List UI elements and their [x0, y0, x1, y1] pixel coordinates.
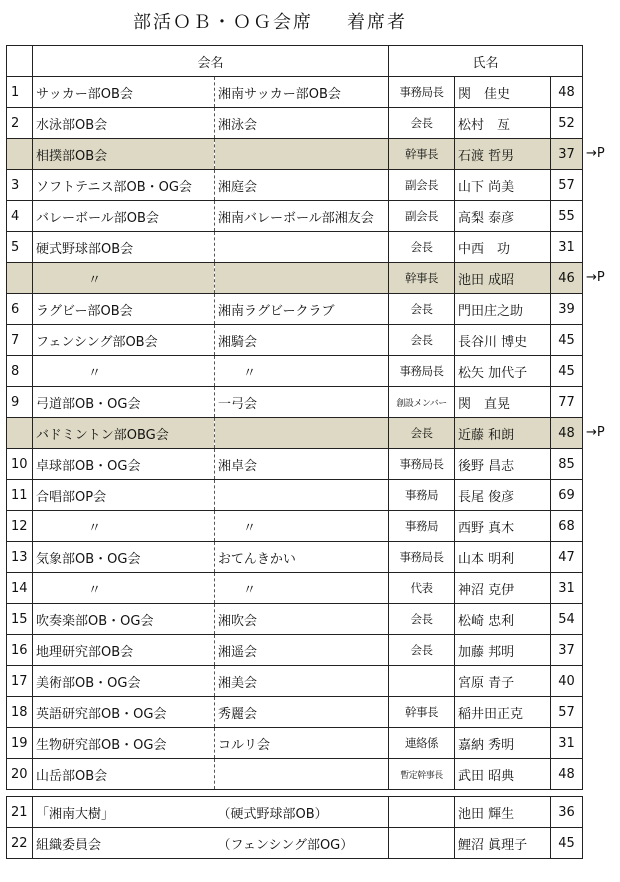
club-name: 〃: [33, 573, 215, 604]
person-name: 山本 明利: [455, 542, 551, 573]
table-row: [7, 201, 583, 232]
age: 31: [551, 728, 583, 759]
gap-cell: [7, 790, 583, 797]
table-row: [7, 356, 583, 387]
role: 会長: [389, 232, 455, 263]
row-number: 20: [7, 759, 33, 790]
header-no: [7, 46, 33, 77]
role: 会長: [389, 604, 455, 635]
club-name: 組織委員会: [33, 828, 215, 859]
role: [389, 828, 455, 859]
age: 57: [551, 697, 583, 728]
club-name: 山岳部OB会: [33, 759, 215, 790]
club-name: 〃: [33, 356, 215, 387]
role: 会長: [389, 418, 455, 449]
person-name: 神沼 克伊: [455, 573, 551, 604]
header-club: 会名: [33, 46, 389, 77]
table-row: [7, 418, 583, 449]
person-name: 加藤 邦明: [455, 635, 551, 666]
role: 暫定幹事長: [389, 759, 455, 790]
alumni-name: 湘庭会: [215, 170, 389, 201]
age: 47: [551, 542, 583, 573]
alumni-name: [215, 480, 389, 511]
person-name: 中西 功: [455, 232, 551, 263]
alumni-name: 湘南サッカー部OB会: [215, 77, 389, 108]
person-name: 嘉納 秀明: [455, 728, 551, 759]
table-row-extra: [7, 828, 583, 859]
person-name: 関 佳史: [455, 77, 551, 108]
club-name: 地理研究部OB会: [33, 635, 215, 666]
age: 36: [551, 797, 583, 828]
table-row: [7, 139, 583, 170]
role: 代表: [389, 573, 455, 604]
role: 幹事長: [389, 139, 455, 170]
row-number: [7, 418, 33, 449]
row-number: 18: [7, 697, 33, 728]
alumni-name: 湘吹会: [215, 604, 389, 635]
row-number: 10: [7, 449, 33, 480]
person-name: 池田 輝生: [455, 797, 551, 828]
row-number: [7, 139, 33, 170]
role: 事務局長: [389, 449, 455, 480]
role: 会長: [389, 294, 455, 325]
role: 副会長: [389, 201, 455, 232]
age: 48: [551, 418, 583, 449]
table-row: [7, 232, 583, 263]
row-number: 12: [7, 511, 33, 542]
table-row: [7, 387, 583, 418]
role: [389, 666, 455, 697]
person-name: 高梨 泰彦: [455, 201, 551, 232]
person-name: 後野 昌志: [455, 449, 551, 480]
role: 創設メンバー: [389, 387, 455, 418]
role: 会長: [389, 635, 455, 666]
row-number: [7, 263, 33, 294]
row-number: 16: [7, 635, 33, 666]
role: [389, 797, 455, 828]
person-name: 山下 尚美: [455, 170, 551, 201]
club-name: バドミントン部OBG会: [33, 418, 215, 449]
age: 48: [551, 759, 583, 790]
person-name: 鯉沼 眞理子: [455, 828, 551, 859]
person-name: 石渡 哲男: [455, 139, 551, 170]
age: 46: [551, 263, 583, 294]
person-name: 松崎 忠利: [455, 604, 551, 635]
table-row: [7, 666, 583, 697]
club-name: 生物研究部OB・OG会: [33, 728, 215, 759]
row-number: 2: [7, 108, 33, 139]
table-row: [7, 697, 583, 728]
alumni-name: おてんきかい: [215, 542, 389, 573]
table-row: [7, 449, 583, 480]
person-name: 西野 真木: [455, 511, 551, 542]
alumni-name: 秀麗会: [215, 697, 389, 728]
club-name: 吹奏楽部OB・OG会: [33, 604, 215, 635]
alumni-name: 〃: [215, 511, 389, 542]
club-name: ソフトテニス部OB・OG会: [33, 170, 215, 201]
row-number: 14: [7, 573, 33, 604]
club-name: 気象部OB・OG会: [33, 542, 215, 573]
table-row: [7, 604, 583, 635]
table-row: [7, 635, 583, 666]
age: 68: [551, 511, 583, 542]
alumni-name: 〃: [215, 573, 389, 604]
role: 幹事長: [389, 697, 455, 728]
person-name: 池田 成昭: [455, 263, 551, 294]
age: 69: [551, 480, 583, 511]
row-number: 11: [7, 480, 33, 511]
row-number: 22: [7, 828, 33, 859]
role: 副会長: [389, 170, 455, 201]
person-name: 門田庄之助: [455, 294, 551, 325]
club-name: サッカー部OB会: [33, 77, 215, 108]
row-number: 4: [7, 201, 33, 232]
table-row-extra: [7, 797, 583, 828]
header-name: 氏名: [389, 46, 583, 77]
age: 85: [551, 449, 583, 480]
title-main: 部活ＯＢ・ＯＧ会席: [133, 12, 313, 33]
role: 事務局: [389, 511, 455, 542]
table-row: [7, 511, 583, 542]
club-name: ラグビー部OB会: [33, 294, 215, 325]
alumni-name: 湘騎会: [215, 325, 389, 356]
row-number: 15: [7, 604, 33, 635]
club-name: 美術部OB・OG会: [33, 666, 215, 697]
club-name: 卓球部OB・OG会: [33, 449, 215, 480]
p-mark: →P: [586, 146, 605, 161]
alumni-name: 湘南バレーボール部湘友会: [215, 201, 389, 232]
row-number: 9: [7, 387, 33, 418]
table-row: [7, 480, 583, 511]
age: 48: [551, 77, 583, 108]
row-number: 13: [7, 542, 33, 573]
p-mark: →P: [586, 425, 605, 440]
role: 事務局長: [389, 356, 455, 387]
row-number: 21: [7, 797, 33, 828]
person-name: 稲井田正克: [455, 697, 551, 728]
alumni-name: [215, 263, 389, 294]
club-name: 合唱部OP会: [33, 480, 215, 511]
alumni-name: コルリ会: [215, 728, 389, 759]
alumni-name: 一弓会: [215, 387, 389, 418]
club-name: 「湘南大樹」: [33, 797, 215, 828]
alumni-name: [215, 232, 389, 263]
table-row: [7, 108, 583, 139]
age: 55: [551, 201, 583, 232]
page-title: [0, 8, 540, 34]
alumni-name: 〃: [215, 356, 389, 387]
age: 40: [551, 666, 583, 697]
club-name: 相撲部OB会: [33, 139, 215, 170]
club-name: 水泳部OB会: [33, 108, 215, 139]
club-name: 〃: [33, 263, 215, 294]
age: 37: [551, 635, 583, 666]
club-name: 〃: [33, 511, 215, 542]
row-number: 8: [7, 356, 33, 387]
age: 45: [551, 325, 583, 356]
table-row: [7, 294, 583, 325]
alumni-name: （フェンシング部OG）: [215, 828, 389, 859]
club-name: バレーボール部OB会: [33, 201, 215, 232]
table-row: [7, 77, 583, 108]
age: 39: [551, 294, 583, 325]
person-name: 武田 昭典: [455, 759, 551, 790]
table-row: [7, 728, 583, 759]
role: 幹事長: [389, 263, 455, 294]
table-row: [7, 170, 583, 201]
table-header: [7, 46, 583, 77]
row-number: 3: [7, 170, 33, 201]
age: 54: [551, 604, 583, 635]
p-mark: →P: [586, 270, 605, 285]
alumni-name: 湘泳会: [215, 108, 389, 139]
row-number: 19: [7, 728, 33, 759]
row-number: 5: [7, 232, 33, 263]
club-name: 硬式野球部OB会: [33, 232, 215, 263]
row-number: 1: [7, 77, 33, 108]
age: 57: [551, 170, 583, 201]
age: 52: [551, 108, 583, 139]
role: 会長: [389, 325, 455, 356]
row-number: 7: [7, 325, 33, 356]
person-name: 宮原 青子: [455, 666, 551, 697]
person-name: 近藤 和朗: [455, 418, 551, 449]
age: 45: [551, 356, 583, 387]
age: 37: [551, 139, 583, 170]
table-row: [7, 263, 583, 294]
table-row: [7, 759, 583, 790]
alumni-name: [215, 418, 389, 449]
person-name: 長谷川 博史: [455, 325, 551, 356]
club-name: 英語研究部OB・OG会: [33, 697, 215, 728]
alumni-name: 湘卓会: [215, 449, 389, 480]
role: 会長: [389, 108, 455, 139]
age: 45: [551, 828, 583, 859]
alumni-name: （硬式野球部OB）: [215, 797, 389, 828]
table-row: [7, 573, 583, 604]
alumni-name: [215, 139, 389, 170]
person-name: 長尾 俊彦: [455, 480, 551, 511]
role: 事務局長: [389, 77, 455, 108]
person-name: 松村 亙: [455, 108, 551, 139]
role: 連絡係: [389, 728, 455, 759]
age: 31: [551, 573, 583, 604]
seating-table: [6, 45, 583, 859]
club-name: 弓道部OB・OG会: [33, 387, 215, 418]
role: 事務局: [389, 480, 455, 511]
age: 77: [551, 387, 583, 418]
alumni-name: 湘遥会: [215, 635, 389, 666]
section-gap: [7, 790, 583, 797]
person-name: 関 直晃: [455, 387, 551, 418]
alumni-name: 湘美会: [215, 666, 389, 697]
table-row: [7, 325, 583, 356]
title-sub: 着席者: [347, 12, 407, 33]
table-row: [7, 542, 583, 573]
person-name: 松矢 加代子: [455, 356, 551, 387]
row-number: 6: [7, 294, 33, 325]
alumni-name: 湘南ラグビークラブ: [215, 294, 389, 325]
club-name: フェンシング部OB会: [33, 325, 215, 356]
role: 事務局長: [389, 542, 455, 573]
alumni-name: [215, 759, 389, 790]
row-number: 17: [7, 666, 33, 697]
age: 31: [551, 232, 583, 263]
